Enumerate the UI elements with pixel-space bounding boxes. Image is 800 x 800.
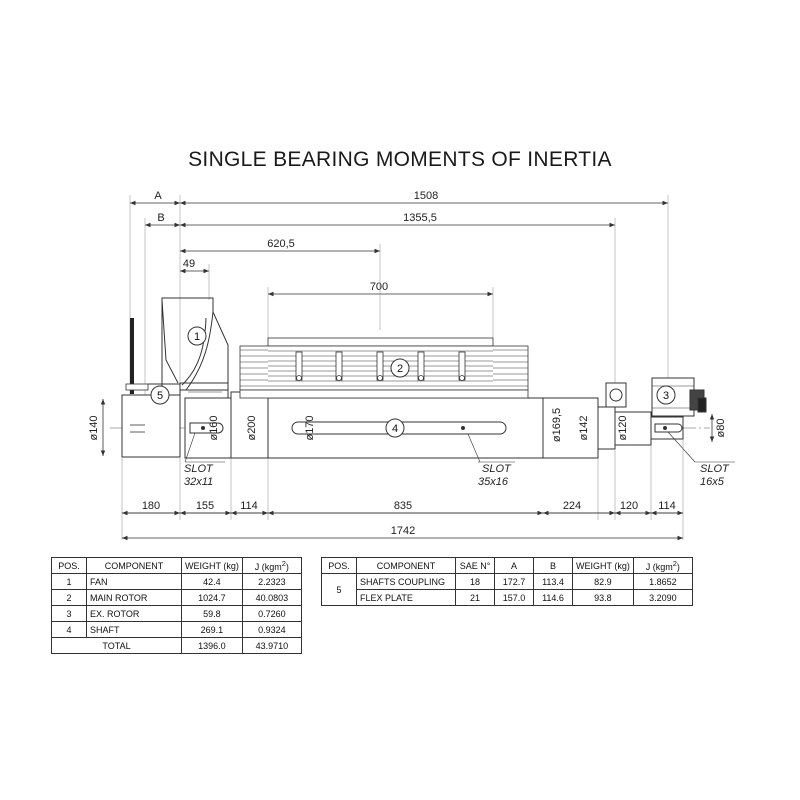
svg-text:ø140: ø140 xyxy=(88,415,100,441)
svg-text:835: 835 xyxy=(393,500,413,512)
coupling-bolt xyxy=(126,318,148,394)
table-header-row xyxy=(322,558,693,574)
callout-5 xyxy=(151,386,169,404)
svg-text:4: 4 xyxy=(391,423,399,435)
table-header-row xyxy=(52,558,302,574)
svg-text:SLOT: SLOT xyxy=(700,463,729,475)
bottom-dimension-114b xyxy=(651,500,683,513)
bearing-part xyxy=(606,383,626,407)
bottom-dimension-1742 xyxy=(122,525,683,538)
diameter-120: ø120 xyxy=(617,415,629,441)
cell-component: FAN xyxy=(87,574,182,590)
dimension-a xyxy=(130,190,180,203)
bottom-dimension-224 xyxy=(543,500,615,513)
cell-total-label: TOTAL xyxy=(52,638,182,654)
bottom-dimension-155 xyxy=(180,500,231,513)
dimension-49 xyxy=(180,258,209,271)
svg-text:32x11: 32x11 xyxy=(184,476,214,488)
svg-text:120: 120 xyxy=(619,500,639,512)
col-j-header: J (kgm$^2$) xyxy=(633,558,692,574)
cell-sae: 21 xyxy=(456,590,495,606)
main-rotor-part xyxy=(240,338,528,398)
cell-pos: 4 xyxy=(52,622,87,638)
svg-text:155: 155 xyxy=(195,500,215,512)
cell-component: FLEX PLATE xyxy=(357,590,456,606)
svg-text:2: 2 xyxy=(396,363,404,375)
cell-sae: 18 xyxy=(456,574,495,590)
table-row xyxy=(52,574,302,590)
svg-text:1355,5: 1355,5 xyxy=(403,212,437,224)
svg-text:ø80: ø80 xyxy=(715,418,727,438)
svg-text:700: 700 xyxy=(369,281,389,293)
cell-j: 1.8652 xyxy=(633,574,692,590)
diameter-142: ø142 xyxy=(578,415,590,441)
svg-text:1508: 1508 xyxy=(413,190,439,202)
svg-text:114: 114 xyxy=(658,500,676,512)
col-weight-header: WEIGHT (kg) xyxy=(573,558,634,574)
diameter-200: ø200 xyxy=(246,415,258,441)
diameter-170: ø170 xyxy=(304,415,316,441)
cell-b: 114.6 xyxy=(534,590,573,606)
cell-j: 40.0803 xyxy=(242,590,301,606)
cell-total-j: 43.9710 xyxy=(242,638,301,654)
cell-j: 3.2090 xyxy=(633,590,692,606)
svg-text:SLOT: SLOT xyxy=(482,463,511,475)
col-component-header: COMPONENT xyxy=(357,558,456,574)
diameter-140 xyxy=(88,399,103,456)
bottom-dimension-120 xyxy=(615,500,651,513)
cell-b: 113.4 xyxy=(534,574,573,590)
cell-weight: 269.1 xyxy=(182,622,243,638)
svg-text:224: 224 xyxy=(562,500,582,512)
table-total-row xyxy=(52,638,302,654)
diameter-160: ø160 xyxy=(208,415,220,441)
table-row xyxy=(52,622,302,638)
slot-label-3 xyxy=(668,432,735,488)
bottom-dimension-180 xyxy=(122,500,180,513)
cell-pos: 3 xyxy=(52,606,87,622)
callout-1 xyxy=(188,327,206,345)
bottom-dimension-835 xyxy=(268,500,543,513)
diameter-169-5: ø169,5 xyxy=(551,407,563,443)
cell-component: SHAFT xyxy=(87,622,182,638)
table-row xyxy=(52,590,302,606)
cell-weight: 82.9 xyxy=(573,574,634,590)
cell-total-weight: 1396.0 xyxy=(182,638,243,654)
col-pos-header: POS. xyxy=(52,558,87,574)
col-weight-header: WEIGHT (kg) xyxy=(182,558,243,574)
col-a-header: A xyxy=(495,558,534,574)
callout-2 xyxy=(391,359,409,377)
table-row xyxy=(322,574,693,590)
cell-weight: 93.8 xyxy=(573,590,634,606)
diameter-80 xyxy=(712,414,727,442)
cell-pos: 5 xyxy=(322,574,357,606)
cell-pos: 1 xyxy=(52,574,87,590)
col-component-header: COMPONENT xyxy=(87,558,182,574)
svg-text:1: 1 xyxy=(193,331,201,343)
cell-j: 0.7260 xyxy=(242,606,301,622)
cell-pos: 2 xyxy=(52,590,87,606)
table-row xyxy=(322,590,693,606)
cell-component: MAIN ROTOR xyxy=(87,590,182,606)
svg-text:620,5: 620,5 xyxy=(267,238,295,250)
svg-text:3: 3 xyxy=(662,390,670,402)
svg-text:SLOT: SLOT xyxy=(184,463,213,475)
col-j-header: J (kgm$^2$) xyxy=(242,558,301,574)
dimension-620 xyxy=(180,238,380,251)
dimension-1355 xyxy=(180,212,615,225)
drawing-title: SINGLE BEARING MOMENTS OF INERTIA xyxy=(188,148,612,171)
cell-weight: 59.8 xyxy=(182,606,243,622)
svg-text:49: 49 xyxy=(182,258,196,270)
dimension-700 xyxy=(268,281,493,294)
svg-text:1742: 1742 xyxy=(390,525,416,537)
components-table xyxy=(51,557,302,654)
svg-text:5: 5 xyxy=(156,390,164,402)
svg-text:B: B xyxy=(157,212,165,224)
col-b-header: B xyxy=(534,558,573,574)
cell-j: 0.9324 xyxy=(242,622,301,638)
coupling-table xyxy=(321,557,693,606)
svg-text:16x5: 16x5 xyxy=(700,476,724,488)
callout-3 xyxy=(657,386,675,404)
col-sae-header: SAE N° xyxy=(456,558,495,574)
cell-a: 157.0 xyxy=(495,590,534,606)
cell-component: EX. ROTOR xyxy=(87,606,182,622)
dimension-1508 xyxy=(180,190,668,203)
table-row xyxy=(52,606,302,622)
cell-weight: 1024.7 xyxy=(182,590,243,606)
cell-component: SHAFTS COUPLING xyxy=(357,574,456,590)
cell-a: 172.7 xyxy=(495,574,534,590)
svg-text:114: 114 xyxy=(240,500,258,512)
dimension-b xyxy=(145,212,180,225)
cell-j: 2.2323 xyxy=(242,574,301,590)
svg-text:180: 180 xyxy=(141,500,161,512)
callout-4 xyxy=(386,419,404,437)
cell-weight: 42.4 xyxy=(182,574,243,590)
svg-text:A: A xyxy=(154,190,162,202)
svg-text:35x16: 35x16 xyxy=(478,476,508,488)
bottom-dimension-114a xyxy=(231,500,268,513)
col-pos-header: POS. xyxy=(322,558,357,574)
fan-part xyxy=(162,298,228,398)
